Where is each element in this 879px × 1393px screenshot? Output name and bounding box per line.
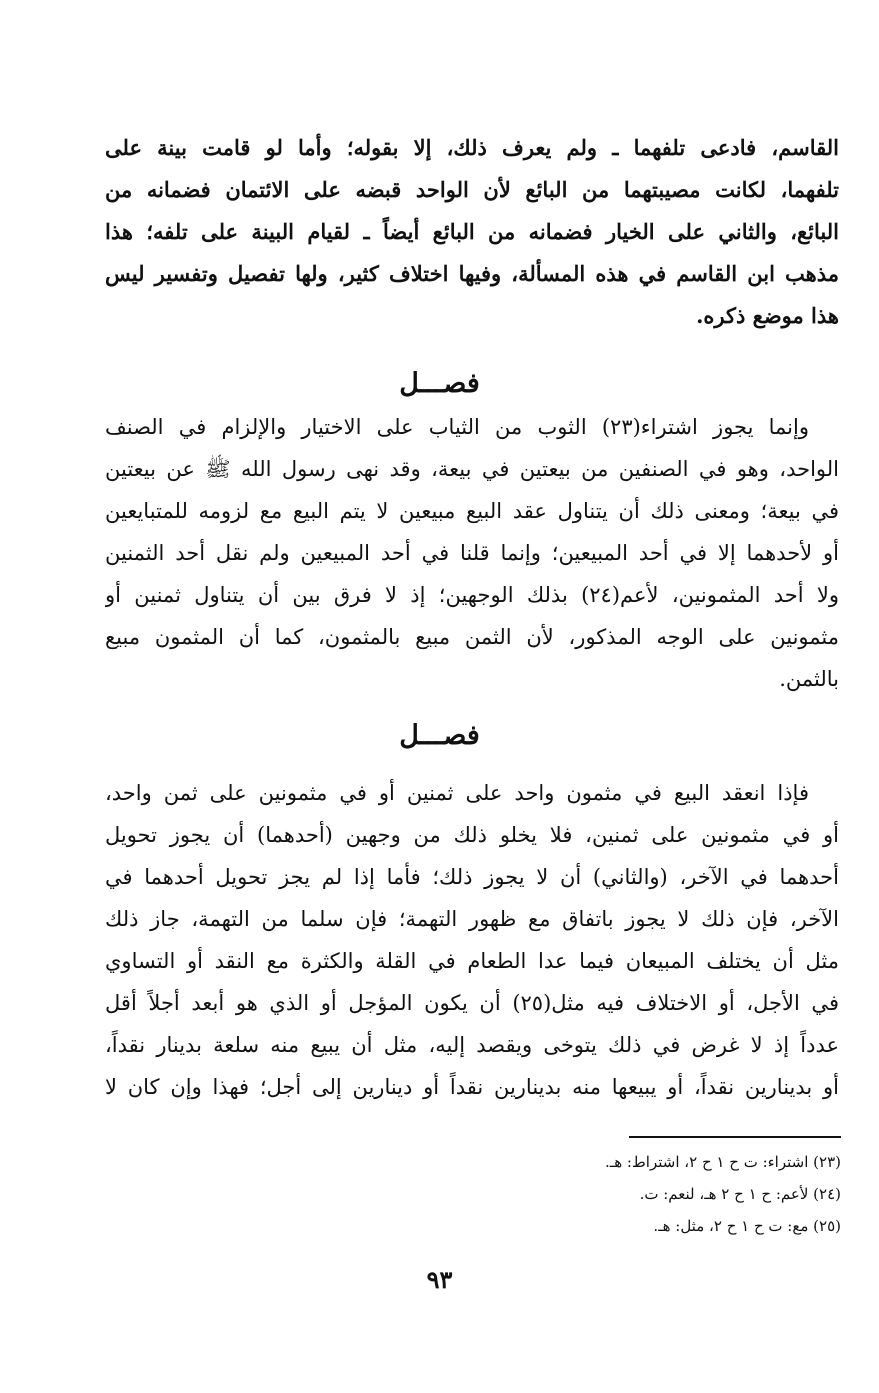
footnote: (٢٣) اشتراء: ت ح ١ ح ٢، اشتراط: هـ. bbox=[605, 1153, 841, 1171]
text-line: الآخر، فإن ذلك لا يجوز باتفاق مع ظهور التهمة؛ فإن سلما من التهمة، جاز ذلك bbox=[105, 907, 839, 931]
footnote: (٢٤) لأعم: ح ١ ح ٢ هـ، لنعم: ت. bbox=[639, 1185, 841, 1203]
text-line: مثل أن يختلف المبيعان فيما عدا الطعام في القلة والكثرة مع النقد أو التساوي bbox=[105, 949, 839, 973]
text-line: أو في مثمونين على ثمنين، فلا يخلو ذلك من وجهين (أحدهما) أن يجوز تحويل bbox=[105, 823, 839, 847]
opening-paragraph bbox=[105, 127, 839, 337]
section-heading: فصـــل bbox=[399, 368, 480, 399]
section-2-paragraph bbox=[105, 772, 839, 1108]
text-line: في الأجل، أو الاختلاف فيه مثل(٢٥) أن يكون المؤجل أو الذي هو أبعد أجلاً أقل bbox=[105, 991, 839, 1015]
text-line: هذا موضع ذكره. bbox=[696, 303, 839, 328]
text-line: وإنما يجوز اشتراء(٢٣) الثوب من الثياب على الاختيار والإلزام في الصنف bbox=[105, 415, 809, 439]
text-line: أحدهما في الآخر، (والثاني) أن لا يجوز ذلك؛ فأما إذا لم يجز تحويل أحدهما في bbox=[105, 865, 839, 889]
section-heading: فصـــل bbox=[399, 720, 480, 751]
page-number: ٩٣ bbox=[426, 1265, 453, 1294]
text-line: القاسم، فادعى تلفهما ـ ولم يعرف ذلك، إلا بقوله؛ وأما لو قامت بينة على bbox=[105, 135, 839, 160]
text-line: في بيعة؛ ومعنى ذلك أن يتناول عقد البيع مبيعين لا يتم البيع مع لزومه للمتبايعين bbox=[105, 499, 839, 523]
text-line: أو بدينارين نقداً، أو يبيعها منه بدينارين نقداً أو دينارين إلى أجل؛ فهذا وإن كان لا bbox=[105, 1075, 839, 1099]
text-line: الواحد، وهو في الصنفين من بيعتين في بيعة، وقد نهى رسول الله ﷺ عن بيعتين bbox=[105, 457, 839, 481]
text-line: تلفهما، لكانت مصيبتهما من البائع لأن الواحد قبضه على الائتمان فضمانه من bbox=[105, 177, 839, 202]
text-line: مذهب ابن القاسم في هذه المسألة، وفيها اختلاف كثير، ولها تفصيل وتفسير ليس bbox=[105, 261, 839, 286]
text-line: البائع، والثاني على الخيار فضمانه من البائع أيضاً ـ لقيام البينة على تلفه؛ هذا bbox=[105, 219, 839, 244]
text-line: بالثمن. bbox=[779, 667, 839, 691]
text-line: فإذا انعقد البيع في مثمون واحد على ثمنين أو في مثمونين على ثمن واحد، bbox=[105, 781, 809, 805]
text-line: مثمونين على الوجه المذكور، لأن الثمن مبيع بالمثمون، كما أن المثمون مبيع bbox=[105, 625, 839, 649]
text-line: أو لأحدهما إلا في أحد المبيعين؛ وإنما قلنا في أحد المبيعين ولم نقل أحد الثمنين bbox=[105, 541, 839, 565]
text-line: ولا أحد المثمونين، لأعم(٢٤) بذلك الوجهين؛ إذ لا فرق بين أن يتناول ثمنين أو bbox=[105, 583, 839, 607]
footnote-separator bbox=[629, 1136, 841, 1138]
footnote: (٢٥) مع: ت ح ١ ح ٢، مثل: هـ. bbox=[653, 1217, 841, 1235]
footnotes bbox=[400, 1146, 841, 1242]
text-line: عدداً إذ لا غرض في ذلك يتوخى ويقصد إليه، مثل أن يبيع منه سلعة بدينار نقداً، bbox=[105, 1033, 839, 1057]
section-1-paragraph bbox=[105, 406, 839, 700]
